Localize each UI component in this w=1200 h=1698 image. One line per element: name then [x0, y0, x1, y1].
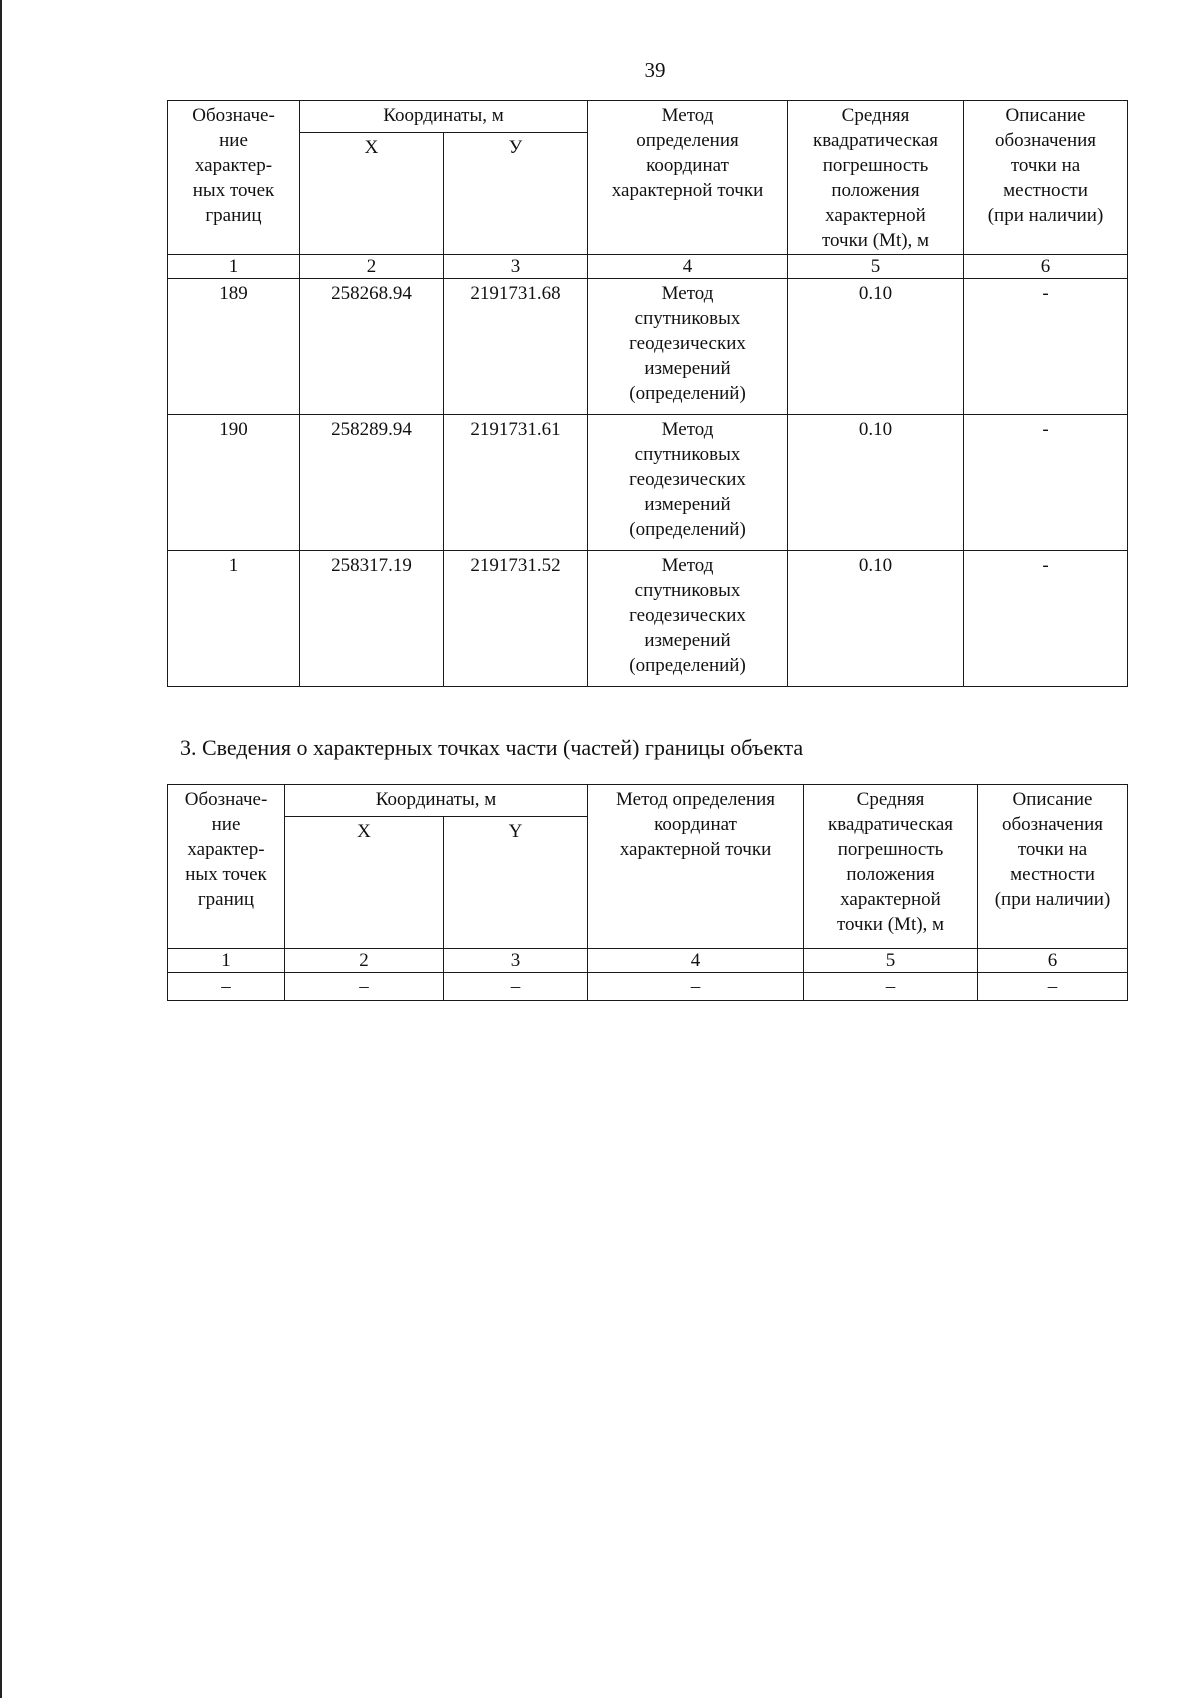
table-row — [168, 279, 1128, 415]
header-x: X — [300, 133, 444, 255]
method-cell: Метод спутниковых геодезических измерений (определений) — [588, 551, 788, 687]
header-y: Y — [444, 817, 588, 949]
column-number: 2 — [285, 949, 444, 973]
coordinate-x: 258289.94 — [300, 415, 444, 551]
method-cell: Метод спутниковых геодезических измерений (определений) — [588, 415, 788, 551]
column-number: 3 — [444, 255, 588, 279]
column-number: 3 — [444, 949, 588, 973]
column-number: 1 — [168, 949, 285, 973]
coordinate-y: 2191731.52 — [444, 551, 588, 687]
description-cell: - — [964, 415, 1128, 551]
error-cell: 0.10 — [788, 551, 964, 687]
coordinate-x: 258317.19 — [300, 551, 444, 687]
part-boundary-points-table — [167, 784, 1128, 1001]
error-cell: 0.10 — [788, 279, 964, 415]
error-cell: 0.10 — [788, 415, 964, 551]
header-coordinates: Координаты, м — [300, 101, 588, 133]
header-method: Метод определения координат характерной точки — [588, 785, 804, 949]
description-cell: - — [964, 551, 1128, 687]
description-cell: – — [978, 973, 1128, 1001]
section-3-title: 3. Сведения о характерных точках части (частей) границы объекта — [180, 735, 804, 760]
column-number-row — [168, 949, 1128, 973]
boundary-points-table — [167, 100, 1128, 687]
point-id: 190 — [168, 415, 300, 551]
coordinate-y: 2191731.68 — [444, 279, 588, 415]
table-row — [168, 415, 1128, 551]
column-number: 6 — [978, 949, 1128, 973]
coordinate-y: – — [444, 973, 588, 1001]
coordinate-x: – — [285, 973, 444, 1001]
point-id: 189 — [168, 279, 300, 415]
header-error: Средняя квадратическая погрешность положения характерной точки (Mt), м — [804, 785, 978, 949]
header-method: Метод определения координат характерной точки — [588, 101, 788, 255]
header-designation: Обозначе- ние характер- ных точек границ — [168, 101, 300, 255]
column-number: 5 — [804, 949, 978, 973]
header-coordinates: Координаты, м — [285, 785, 588, 817]
header-y: У — [444, 133, 588, 255]
column-number: 4 — [588, 255, 788, 279]
header-error: Средняя квадратическая погрешность положения характерной точки (Mt), м — [788, 101, 964, 255]
page-number: 39 — [644, 58, 666, 82]
header-description: Описание обозначения точки на местности (при наличии) — [964, 101, 1128, 255]
column-number: 2 — [300, 255, 444, 279]
method-cell: Метод спутниковых геодезических измерений (определений) — [588, 279, 788, 415]
column-number: 5 — [788, 255, 964, 279]
description-cell: - — [964, 279, 1128, 415]
column-number: 1 — [168, 255, 300, 279]
table-row — [168, 973, 1128, 1001]
coordinate-x: 258268.94 — [300, 279, 444, 415]
column-number: 6 — [964, 255, 1128, 279]
header-x: X — [285, 817, 444, 949]
page-edge-line — [0, 0, 2, 1698]
error-cell: – — [804, 973, 978, 1001]
point-id: 1 — [168, 551, 300, 687]
column-number: 4 — [588, 949, 804, 973]
header-designation: Обозначе- ние характер- ных точек границ — [168, 785, 285, 949]
coordinate-y: 2191731.61 — [444, 415, 588, 551]
column-number-row — [168, 255, 1128, 279]
header-description: Описание обозначения точки на местности (при наличии) — [978, 785, 1128, 949]
point-id: – — [168, 973, 285, 1001]
method-cell: – — [588, 973, 804, 1001]
table-row — [168, 551, 1128, 687]
